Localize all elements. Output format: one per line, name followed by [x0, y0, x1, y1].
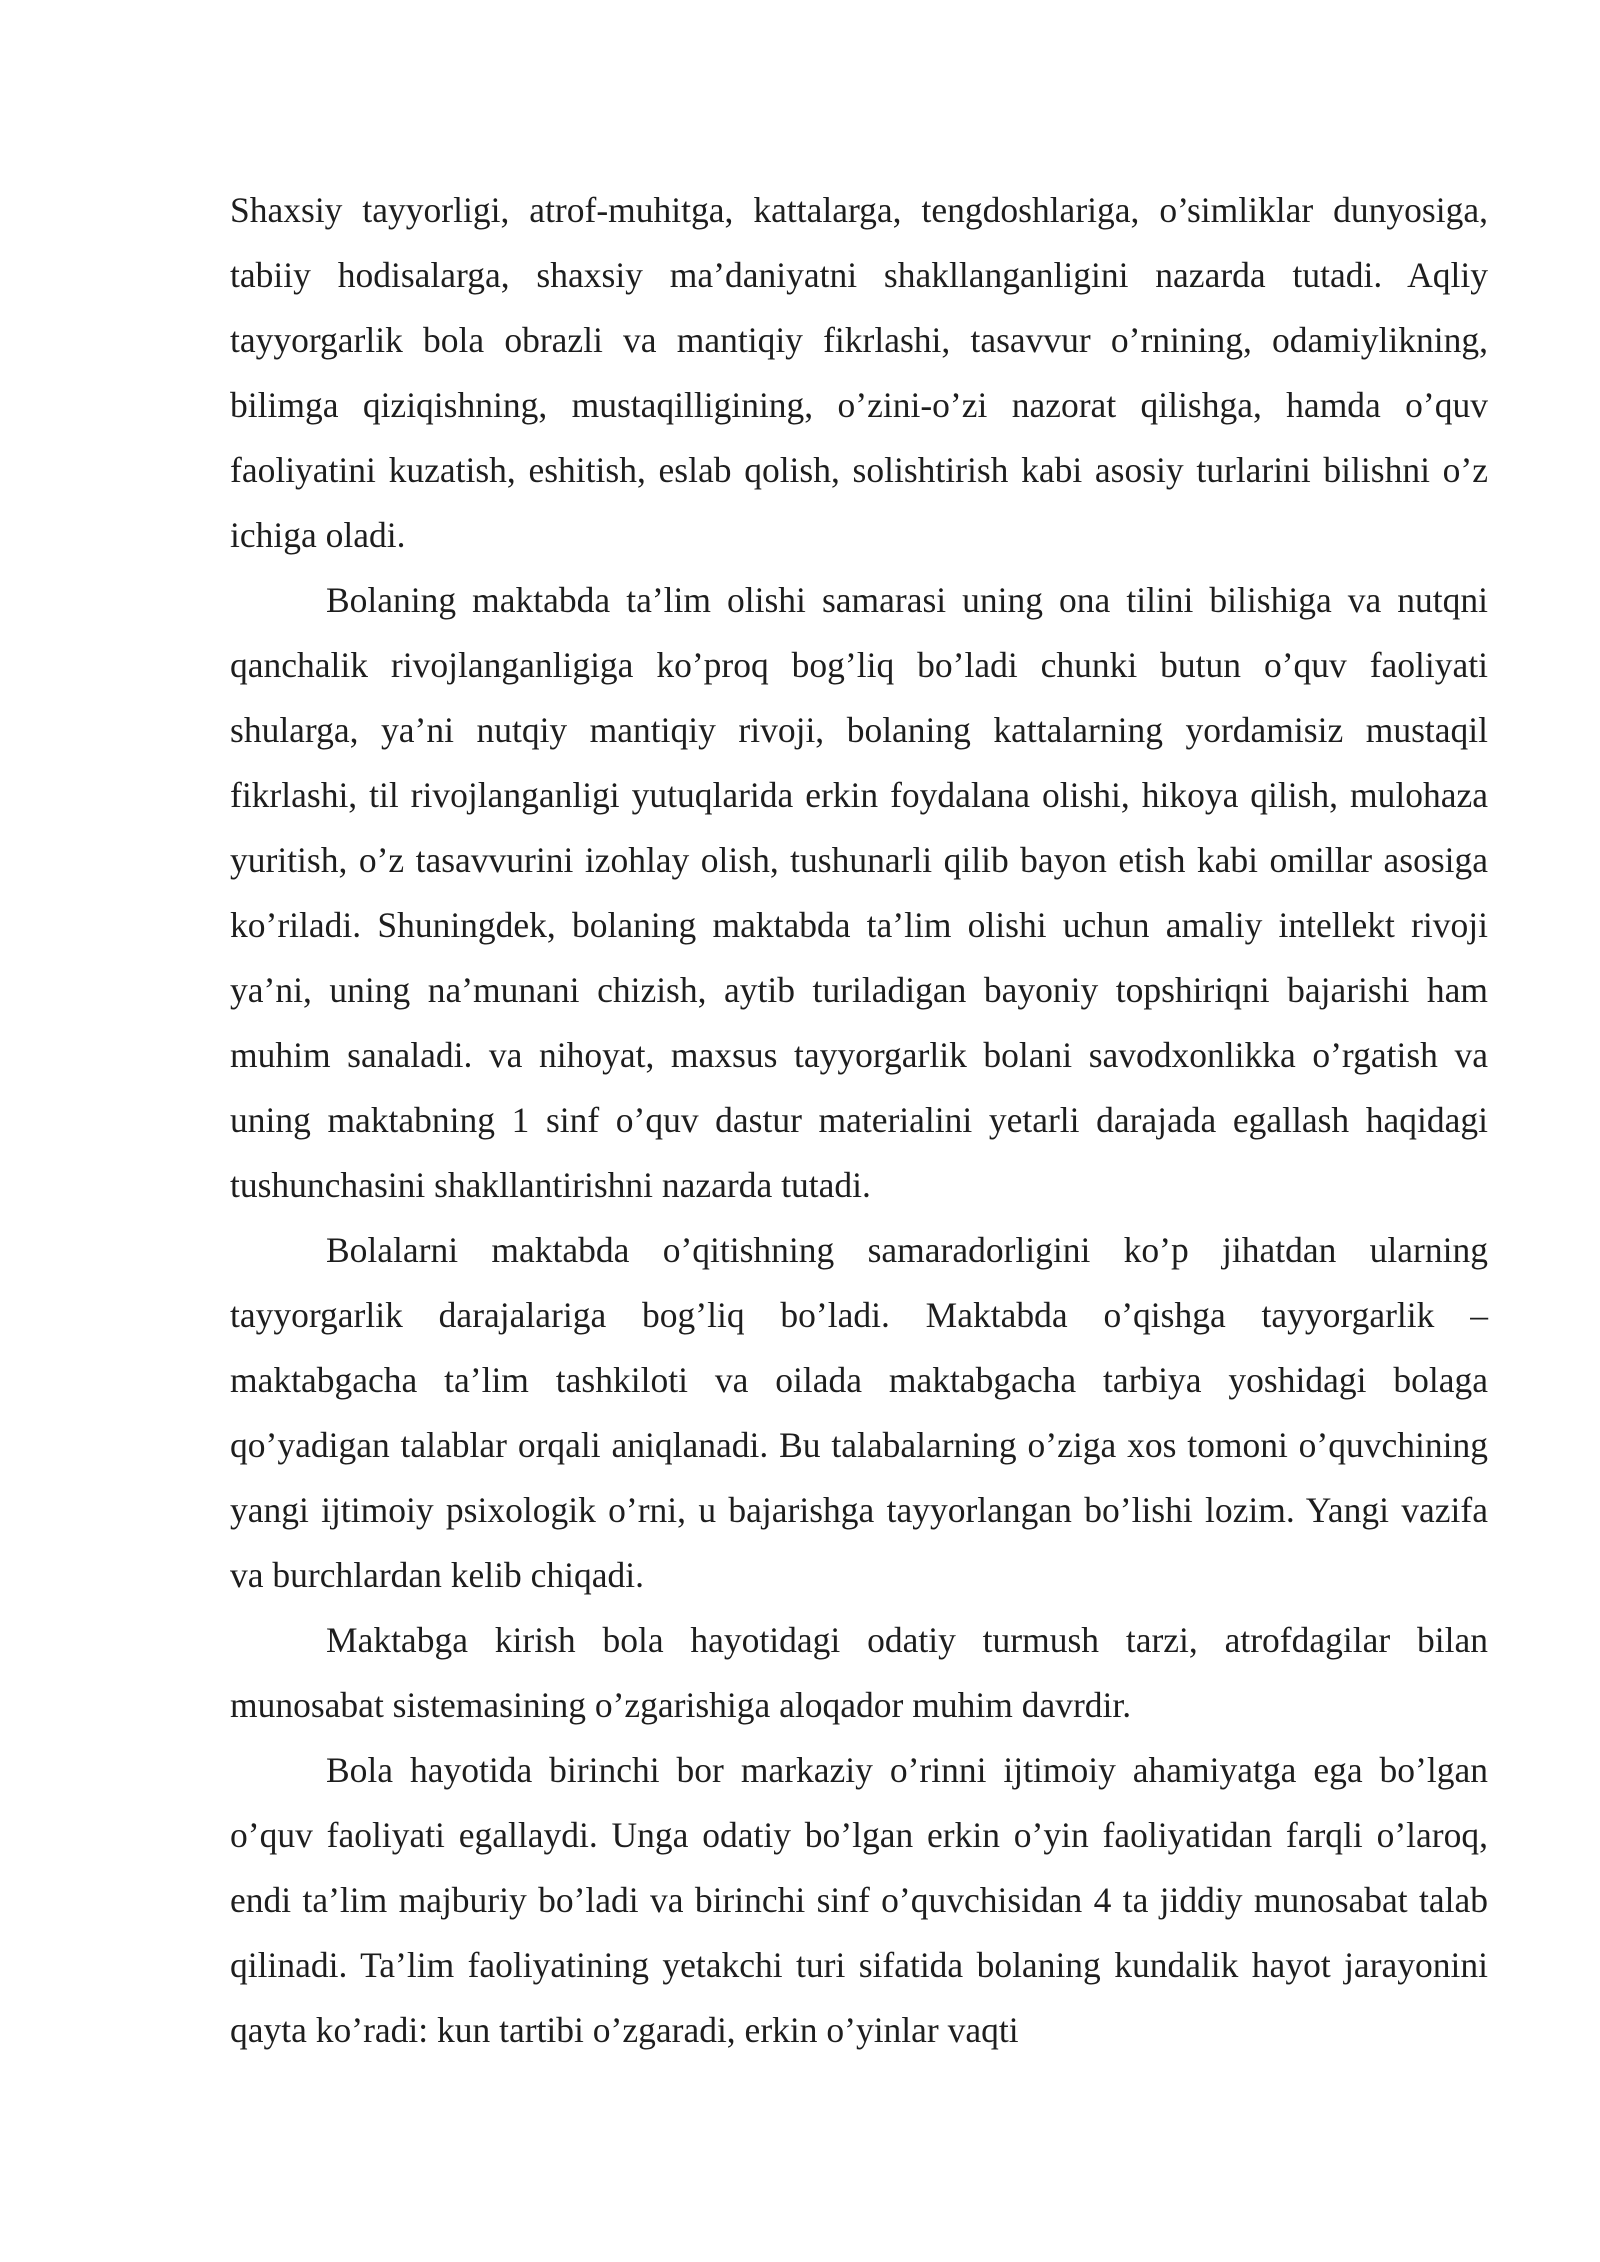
- document-body: [230, 178, 1488, 2063]
- paragraph-4: Maktabga kirish bola hayotidagi odatiy turmush tarzi, atrofdagilar bilan munosabat sistemasining o’zgarishiga aloqador muhim davrdir.: [230, 1620, 1488, 1725]
- paragraph-1: Shaxsiy tayyorligi, atrof-muhitga, kattalarga, tengdoshlariga, o’simliklar dunyosiga, tabiiy hodisalarga, shaxsiy ma’daniyatni shakllanganligini nazarda tutadi. Aqliy tayyorgarlik bola obrazli va mantiqiy fikrlashi, tasavvur o’rnining, odamiylikning, bilimga qiziqishning, mustaqilligining, o’zini-o’zi nazorat qilishga, hamda o’quv faoliyatini kuzatish, eshitish, eslab qolish, solishtirish kabi asosiy turlarini bilishni o’z ichiga oladi.: [230, 190, 1488, 555]
- paragraph-2: Bolaning maktabda ta’lim olishi samarasi uning ona tilini bilishiga va nutqni qanchalik rivojlanganligiga ko’proq bog’liq bo’ladi chunki butun o’quv faoliyati shularga, ya’ni nutqiy mantiqiy rivoji, bolaning kattalarning yordamisiz mustaqil fikrlashi, til rivojlanganligi yutuqlarida erkin foydalana olishi, hikoya qilish, mulohaza yuritish, o’z tasavvurini izohlay olish, tushunarli qilib bayon etish kabi omillar asosiga ko’riladi. Shuningdek, bolaning maktabda ta’lim olishi uchun amaliy intellekt rivoji ya’ni, uning na’munani chizish, aytib turiladigan bayoniy topshiriqni bajarishi ham muhim sanaladi. va nihoyat, maxsus tayyorgarlik bolani savodxonlikka o’rgatish va uning maktabning 1 sinf o’quv dastur materialini yetarli darajada egallash haqidagi tushunchasini shakllantirishni nazarda tutadi.: [230, 580, 1488, 1205]
- paragraph-3: Bolalarni maktabda o’qitishning samaradorligini ko’p jihatdan ularning tayyorgarlik darajalariga bog’liq bo’ladi. Maktabda o’qishga tayyorgarlik – maktabgacha ta’lim tashkiloti va oilada maktabgacha tarbiya yoshidagi bolaga qo’yadigan talablar orqali aniqlanadi. Bu talabalarning o’ziga xos tomoni o’quvchining yangi ijtimoiy psixologik o’rni, u bajarishga tayyorlangan bo’lishi lozim. Yangi vazifa va burchlardan kelib chiqadi.: [230, 1230, 1488, 1595]
- paragraph-5: Bola hayotida birinchi bor markaziy o’rinni ijtimoiy ahamiyatga ega bo’lgan o’quv faoliyati egallaydi. Unga odatiy bo’lgan erkin o’yin faoliyatidan farqli o’laroq, endi ta’lim majburiy bo’ladi va birinchi sinf o’quvchisidan 4 ta jiddiy munosabat talab qilinadi. Ta’lim faoliyatining yetakchi turi sifatida bolaning kundalik hayot jarayonini qayta ko’radi: kun tartibi o’zgaradi, erkin o’yinlar vaqti: [230, 1750, 1488, 2050]
